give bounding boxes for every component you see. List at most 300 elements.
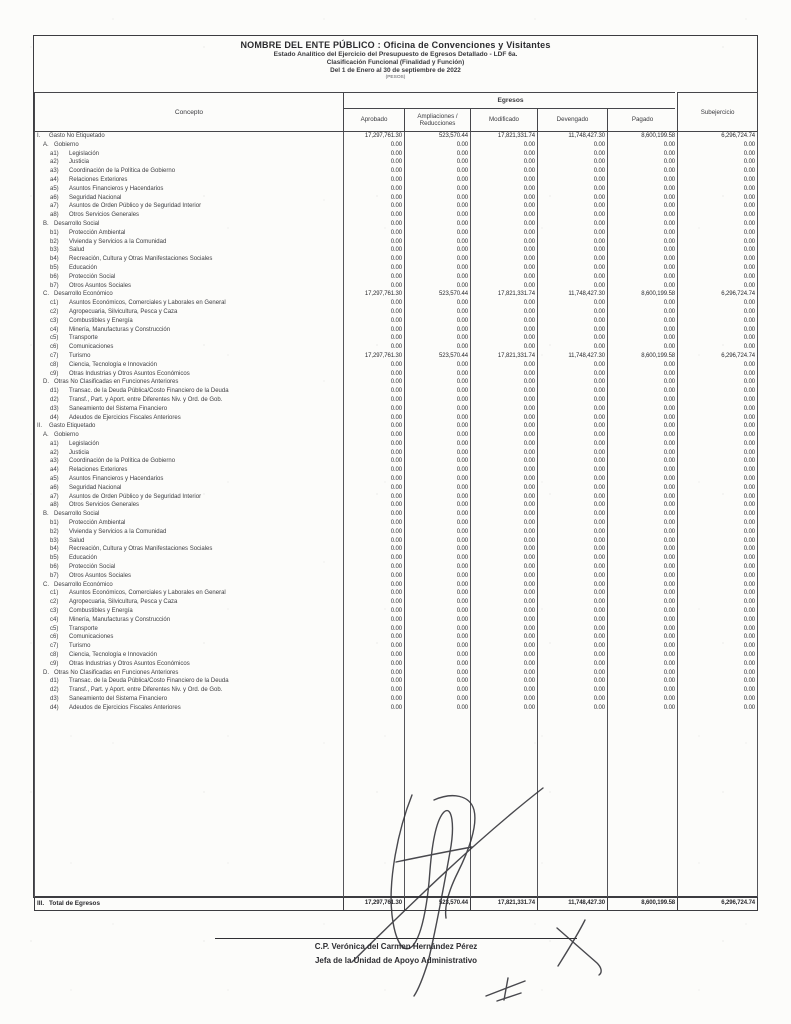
- row-label: Protección Ambiental: [69, 520, 126, 527]
- amount-cell: 0.00: [344, 150, 405, 159]
- row-label: Gasto Etiquetado: [49, 423, 96, 430]
- header-box-gap: [675, 90, 677, 121]
- row-code: c8): [50, 652, 59, 659]
- table-row: [35, 651, 758, 660]
- row-label: Salud: [69, 537, 85, 544]
- amount-cell: 0.00: [405, 519, 471, 528]
- amount-cell: 0.00: [344, 158, 405, 167]
- amount-cell: 0.00: [538, 466, 608, 475]
- amount-cell: 0.00: [538, 317, 608, 326]
- amount-cell: 0.00: [678, 405, 758, 414]
- row-code: A.: [43, 432, 49, 439]
- table-row: [35, 378, 758, 387]
- table-row: [35, 326, 758, 335]
- amount-cell: 0.00: [344, 572, 405, 581]
- amount-cell: 0.00: [608, 422, 678, 431]
- amount-cell: 0.00: [344, 545, 405, 554]
- row-label: Gobierno: [54, 141, 79, 148]
- amount-cell: 0.00: [471, 150, 538, 159]
- concept-cell: [35, 361, 344, 370]
- amount-cell: 0.00: [344, 317, 405, 326]
- amount-cell: 0.00: [471, 501, 538, 510]
- amount-cell: 0.00: [678, 554, 758, 563]
- amount-cell: 0.00: [344, 493, 405, 502]
- amount-cell: 0.00: [608, 581, 678, 590]
- amount-cell: 0.00: [608, 141, 678, 150]
- row-label: Gobierno: [54, 432, 79, 439]
- row-code: b2): [50, 238, 59, 245]
- table-row: [35, 150, 758, 159]
- amount-cell: 0.00: [678, 616, 758, 625]
- amount-cell: 0.00: [608, 695, 678, 704]
- signature-line: [215, 938, 577, 939]
- row-code: I.: [37, 133, 41, 139]
- amount-cell: 0.00: [538, 405, 608, 414]
- table-row: [35, 352, 758, 361]
- row-label: Educación: [69, 264, 98, 271]
- amount-cell: 0.00: [608, 378, 678, 387]
- amount-cell: 0.00: [608, 625, 678, 634]
- row-label: Desarrollo Económico: [54, 581, 113, 588]
- row-code: D.: [43, 669, 49, 676]
- amount-cell: 0.00: [344, 211, 405, 220]
- row-label: Vivienda y Servicios a la Comunidad: [69, 528, 167, 535]
- amount-cell: 0.00: [471, 449, 538, 458]
- amount-cell: 0.00: [471, 370, 538, 379]
- column-header: Modificado: [471, 109, 538, 132]
- amount-cell: 0.00: [471, 607, 538, 616]
- amount-cell: 0.00: [471, 686, 538, 695]
- concept-cell: [35, 501, 344, 510]
- amount-cell: 0.00: [471, 457, 538, 466]
- amount-cell: 8,600,199.58: [608, 290, 678, 299]
- amount-cell: 0.00: [471, 704, 538, 713]
- concept-cell: [35, 896, 344, 910]
- amount-cell: 0.00: [608, 361, 678, 370]
- amount-cell: 0.00: [471, 194, 538, 203]
- table-row: [35, 370, 758, 379]
- amount-cell: 0.00: [405, 607, 471, 616]
- amount-cell: 0.00: [538, 598, 608, 607]
- amount-cell: 0.00: [405, 528, 471, 537]
- amount-cell: 0.00: [471, 625, 538, 634]
- amount-cell: 0.00: [678, 326, 758, 335]
- amount-cell: 0.00: [538, 677, 608, 686]
- row-label: Otros Asuntos Sociales: [69, 282, 132, 289]
- amount-cell: 0.00: [344, 563, 405, 572]
- amount-cell: 0.00: [471, 282, 538, 291]
- row-label: Justicia: [69, 449, 90, 456]
- amount-cell: 17,821,331.74: [471, 132, 538, 141]
- amount-cell: 0.00: [678, 343, 758, 352]
- row-code: B.: [43, 220, 49, 227]
- concept-cell: [35, 238, 344, 247]
- amount-cell: 0.00: [471, 563, 538, 572]
- row-label: Coordinación de la Política de Gobierno: [69, 168, 176, 175]
- amount-cell: 0.00: [344, 554, 405, 563]
- table-row: [35, 202, 758, 211]
- table-row: [35, 422, 758, 431]
- row-label: Adeudos de Ejercicios Fiscales Anteriores: [69, 704, 181, 711]
- concept-cell: [35, 431, 344, 440]
- amount-cell: 0.00: [344, 273, 405, 282]
- table-row: [35, 229, 758, 238]
- amount-cell: 0.00: [678, 589, 758, 598]
- concept-cell: [35, 651, 344, 660]
- row-label: Otros Asuntos Sociales: [69, 572, 132, 579]
- concept-cell: [35, 589, 344, 598]
- amount-cell: 0.00: [344, 598, 405, 607]
- concept-cell: [35, 466, 344, 475]
- concept-cell: [35, 378, 344, 387]
- amount-cell: 0.00: [405, 185, 471, 194]
- row-code: b2): [50, 528, 59, 535]
- amount-cell: 0.00: [538, 246, 608, 255]
- amount-cell: 0.00: [405, 238, 471, 247]
- amount-cell: 0.00: [538, 282, 608, 291]
- amount-cell: 0.00: [678, 651, 758, 660]
- amount-cell: 0.00: [405, 246, 471, 255]
- amount-cell: 0.00: [344, 405, 405, 414]
- concept-cell: [35, 150, 344, 159]
- amount-cell: 0.00: [538, 387, 608, 396]
- amount-cell: 0.00: [608, 326, 678, 335]
- amount-cell: 0.00: [344, 466, 405, 475]
- amount-cell: 0.00: [608, 704, 678, 713]
- amount-cell: 0.00: [608, 651, 678, 660]
- amount-cell: 0.00: [538, 545, 608, 554]
- amount-cell: 0.00: [538, 589, 608, 598]
- table-row: [35, 695, 758, 704]
- row-label: Agropecuaria, Silvicultura, Pesca y Caza: [69, 308, 178, 315]
- amount-cell: 0.00: [678, 396, 758, 405]
- row-code: C.: [43, 581, 49, 588]
- amount-cell: 0.00: [344, 141, 405, 150]
- amount-cell: 0.00: [608, 431, 678, 440]
- amount-cell: 0.00: [344, 449, 405, 458]
- table-row: [35, 528, 758, 537]
- row-label: Legislación: [69, 440, 100, 447]
- row-label: Otros Servicios Generales: [69, 212, 140, 219]
- concept-cell: [35, 519, 344, 528]
- row-code: d4): [50, 414, 59, 421]
- row-code: c1): [50, 300, 59, 307]
- amount-cell: 17,821,331.74: [471, 352, 538, 361]
- amount-cell: 0.00: [608, 238, 678, 247]
- row-label: Agropecuaria, Silvicultura, Pesca y Caza: [69, 599, 178, 606]
- table-row: [35, 361, 758, 370]
- amount-cell: 0.00: [344, 537, 405, 546]
- amount-cell: 0.00: [538, 510, 608, 519]
- amount-cell: 0.00: [678, 563, 758, 572]
- amount-cell: 0.00: [538, 625, 608, 634]
- row-label: Transporte: [69, 335, 98, 342]
- amount-cell: 0.00: [538, 449, 608, 458]
- amount-cell: 0.00: [405, 414, 471, 423]
- row-label: Otras Industrias y Otros Asuntos Económicos: [69, 660, 190, 667]
- concept-cell: [35, 633, 344, 642]
- amount-cell: 0.00: [471, 378, 538, 387]
- amount-cell: 0.00: [471, 651, 538, 660]
- row-code: b4): [50, 546, 59, 553]
- amount-cell: 0.00: [678, 167, 758, 176]
- row-code: b1): [50, 520, 59, 527]
- amount-cell: 0.00: [678, 572, 758, 581]
- row-label: Combustibles y Energía: [69, 317, 133, 324]
- amount-cell: 0.00: [678, 598, 758, 607]
- amount-cell: 0.00: [344, 229, 405, 238]
- amount-cell: 0.00: [405, 466, 471, 475]
- row-label: Protección Ambiental: [69, 229, 126, 236]
- row-label: Recreación, Cultura y Otras Manifestaciones Sociales: [69, 546, 213, 553]
- concept-cell: [35, 387, 344, 396]
- amount-cell: 0.00: [405, 273, 471, 282]
- amount-cell: 0.00: [678, 387, 758, 396]
- concept-cell: [35, 167, 344, 176]
- row-code: A.: [43, 141, 49, 148]
- amount-cell: 0.00: [405, 695, 471, 704]
- row-code: b3): [50, 537, 59, 544]
- amount-cell: 0.00: [405, 510, 471, 519]
- amount-cell: 0.00: [538, 581, 608, 590]
- table-row: [35, 141, 758, 150]
- amount-cell: 0.00: [344, 669, 405, 678]
- amount-cell: 17,297,761.30: [344, 896, 405, 910]
- amount-cell: 0.00: [344, 607, 405, 616]
- table-row: [35, 317, 758, 326]
- concept-cell: [35, 264, 344, 273]
- amount-cell: 0.00: [608, 440, 678, 449]
- row-label: Desarrollo Social: [54, 511, 100, 518]
- amount-cell: 0.00: [471, 299, 538, 308]
- amount-cell: 0.00: [471, 202, 538, 211]
- amount-cell: 0.00: [538, 563, 608, 572]
- amount-cell: 0.00: [344, 194, 405, 203]
- amount-cell: 0.00: [405, 370, 471, 379]
- amount-cell: 0.00: [344, 686, 405, 695]
- amount-cell: 0.00: [471, 616, 538, 625]
- amount-cell: 0.00: [538, 537, 608, 546]
- amount-cell: 0.00: [405, 220, 471, 229]
- amount-cell: 0.00: [471, 229, 538, 238]
- amount-cell: 0.00: [471, 361, 538, 370]
- table-row: [35, 264, 758, 273]
- amount-cell: 0.00: [608, 405, 678, 414]
- row-label: Otros Servicios Generales: [69, 502, 140, 509]
- amount-cell: 8,600,199.58: [608, 132, 678, 141]
- amount-cell: 0.00: [538, 422, 608, 431]
- amount-cell: 0.00: [344, 677, 405, 686]
- row-code: b7): [50, 282, 59, 289]
- concept-cell: [35, 642, 344, 651]
- amount-cell: 0.00: [471, 176, 538, 185]
- row-code: c4): [50, 616, 59, 623]
- amount-cell: 0.00: [405, 589, 471, 598]
- table-row: [35, 475, 758, 484]
- signer-title: Jefa de la Unidad de Apoyo Administrativo: [314, 956, 478, 965]
- amount-cell: 0.00: [471, 598, 538, 607]
- row-code: d1): [50, 678, 59, 685]
- table-row: [35, 387, 758, 396]
- amount-cell: 0.00: [405, 475, 471, 484]
- amount-cell: 0.00: [538, 475, 608, 484]
- amount-cell: 0.00: [678, 510, 758, 519]
- amount-cell: 0.00: [678, 422, 758, 431]
- amount-cell: 0.00: [344, 475, 405, 484]
- table-row: [35, 440, 758, 449]
- row-label: Comunicaciones: [69, 634, 114, 641]
- classification-subtitle: Clasificación Funcional (Finalidad y Función): [326, 59, 465, 67]
- signature-flourish: [486, 978, 525, 1001]
- amount-cell: 6,296,724.74: [678, 132, 758, 141]
- row-label: Ciencia, Tecnología e Innovación: [69, 652, 157, 659]
- amount-cell: 0.00: [405, 405, 471, 414]
- amount-cell: 0.00: [678, 238, 758, 247]
- amount-cell: 0.00: [344, 633, 405, 642]
- amount-cell: 0.00: [608, 677, 678, 686]
- amount-cell: 0.00: [344, 185, 405, 194]
- amount-cell: 0.00: [471, 633, 538, 642]
- row-label: Ciencia, Tecnología e Innovación: [69, 361, 157, 368]
- amount-cell: 0.00: [678, 141, 758, 150]
- table-row: [35, 290, 758, 299]
- table-row: [35, 572, 758, 581]
- amount-cell: 0.00: [608, 545, 678, 554]
- amount-cell: 0.00: [608, 449, 678, 458]
- row-label: Recreación, Cultura y Otras Manifestaciones Sociales: [69, 256, 213, 263]
- row-label: Transac. de la Deuda Pública/Costo Financiero de la Deuda: [69, 678, 229, 685]
- table-row: [35, 405, 758, 414]
- row-label: Transf., Part. y Aport. entre Diferentes Niv. y Órd. de Gob.: [69, 396, 223, 403]
- table-row: [35, 282, 758, 291]
- amount-cell: 0.00: [678, 581, 758, 590]
- amount-cell: 0.00: [608, 501, 678, 510]
- table-body: [35, 132, 758, 713]
- table-row: [35, 598, 758, 607]
- amount-cell: 0.00: [471, 405, 538, 414]
- amount-cell: 11,748,427.30: [538, 352, 608, 361]
- row-label: Transporte: [69, 625, 98, 632]
- amount-cell: 0.00: [678, 246, 758, 255]
- amount-cell: 0.00: [405, 431, 471, 440]
- table-row: [35, 501, 758, 510]
- amount-cell: 0.00: [405, 264, 471, 273]
- amount-cell: 0.00: [678, 519, 758, 528]
- table-row: [35, 589, 758, 598]
- amount-cell: 0.00: [344, 484, 405, 493]
- row-label: Desarrollo Económico: [54, 291, 113, 298]
- amount-cell: 0.00: [678, 545, 758, 554]
- table-row: [35, 633, 758, 642]
- row-label: Relaciones Exteriores: [69, 467, 128, 474]
- amount-cell: 0.00: [344, 264, 405, 273]
- table-row: [35, 273, 758, 282]
- table-row: [35, 396, 758, 405]
- amount-cell: 0.00: [344, 255, 405, 264]
- amount-cell: 0.00: [471, 677, 538, 686]
- concept-cell: [35, 493, 344, 502]
- table-row: [35, 176, 758, 185]
- amount-cell: 0.00: [678, 695, 758, 704]
- amount-cell: 0.00: [608, 273, 678, 282]
- amount-cell: 0.00: [344, 422, 405, 431]
- amount-cell: 0.00: [678, 378, 758, 387]
- amount-cell: 0.00: [344, 510, 405, 519]
- concept-cell: [35, 545, 344, 554]
- amount-cell: 0.00: [678, 229, 758, 238]
- concept-cell: [35, 132, 344, 141]
- amount-cell: 0.00: [471, 185, 538, 194]
- amount-cell: 0.00: [608, 607, 678, 616]
- amount-cell: 0.00: [538, 308, 608, 317]
- amount-cell: 0.00: [471, 317, 538, 326]
- amount-cell: 0.00: [471, 554, 538, 563]
- amount-cell: 0.00: [405, 150, 471, 159]
- amount-cell: 0.00: [678, 475, 758, 484]
- amount-cell: 0.00: [538, 185, 608, 194]
- amount-cell: 0.00: [405, 255, 471, 264]
- concept-cell: [35, 220, 344, 229]
- amount-cell: 0.00: [608, 669, 678, 678]
- amount-cell: 0.00: [471, 334, 538, 343]
- amount-cell: 0.00: [678, 440, 758, 449]
- amount-cell: 0.00: [608, 484, 678, 493]
- concept-cell: [35, 317, 344, 326]
- amount-cell: 0.00: [608, 167, 678, 176]
- row-code: d2): [50, 687, 59, 694]
- amount-cell: 0.00: [344, 202, 405, 211]
- amount-cell: 0.00: [678, 704, 758, 713]
- row-code: b5): [50, 555, 59, 562]
- table-row: [35, 607, 758, 616]
- column-header: Ampliaciones / Reducciones: [405, 109, 471, 132]
- table-row: [35, 581, 758, 590]
- amount-cell: 17,297,761.30: [344, 132, 405, 141]
- report-header: [34, 36, 757, 92]
- amount-cell: 0.00: [471, 220, 538, 229]
- amount-cell: 0.00: [678, 334, 758, 343]
- amount-cell: 0.00: [608, 686, 678, 695]
- concept-cell: [35, 510, 344, 519]
- amount-cell: 0.00: [471, 308, 538, 317]
- amount-cell: 0.00: [678, 220, 758, 229]
- row-label: Legislación: [69, 150, 100, 157]
- concept-cell: [35, 607, 344, 616]
- amount-cell: 0.00: [405, 194, 471, 203]
- table-row: [35, 660, 758, 669]
- empty-filler-row: [35, 713, 758, 897]
- row-code: c1): [50, 590, 59, 597]
- concept-cell: [35, 246, 344, 255]
- row-code: a8): [50, 502, 59, 509]
- concept-cell: [35, 686, 344, 695]
- concept-cell: [35, 405, 344, 414]
- amount-cell: 0.00: [678, 370, 758, 379]
- amount-cell: 0.00: [471, 695, 538, 704]
- amount-cell: 0.00: [405, 334, 471, 343]
- row-label: Asuntos Económicos, Comerciales y Laborales en General: [69, 590, 226, 597]
- amount-cell: 0.00: [608, 396, 678, 405]
- row-code: c5): [50, 335, 59, 342]
- table-row: [35, 211, 758, 220]
- concept-cell: [35, 449, 344, 458]
- concept-cell: [35, 457, 344, 466]
- row-label: Relaciones Exteriores: [69, 176, 128, 183]
- column-header: Pagado: [608, 109, 678, 132]
- amount-cell: 0.00: [405, 581, 471, 590]
- table-header: [35, 93, 758, 132]
- row-code: a7): [50, 493, 59, 500]
